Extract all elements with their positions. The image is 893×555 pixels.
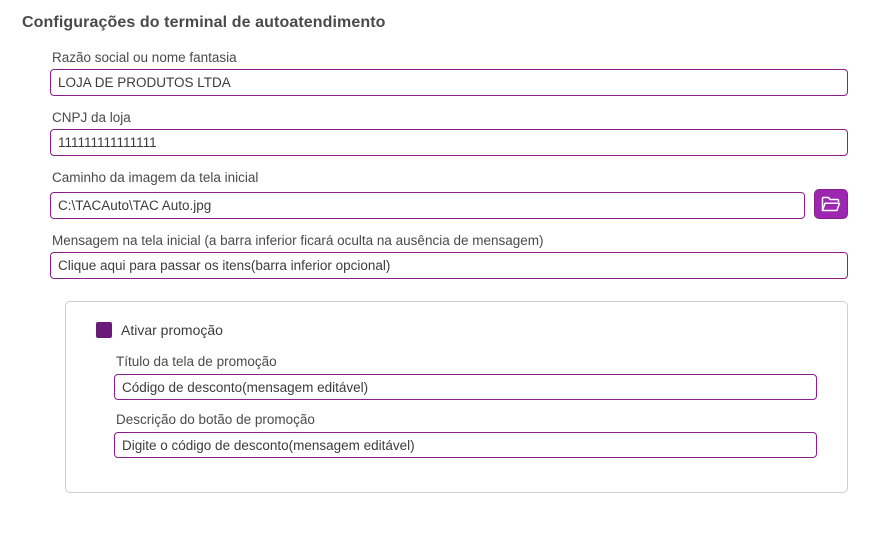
field-image-path bbox=[50, 170, 873, 219]
promotion-title-label: Título da tela de promoção bbox=[116, 354, 277, 369]
promotion-button-description-input[interactable] bbox=[114, 432, 817, 458]
image-path-label: Caminho da imagem da tela inicial bbox=[52, 170, 259, 185]
start-message-input[interactable] bbox=[50, 252, 848, 279]
image-path-input[interactable] bbox=[50, 192, 805, 219]
promotion-button-description-label: Descrição do botão de promoção bbox=[116, 412, 315, 427]
start-message-label: Mensagem na tela inicial (a barra inferior ficará oculta na ausência de mensagem) bbox=[52, 233, 544, 248]
image-path-row bbox=[50, 189, 848, 219]
promotion-title-input[interactable] bbox=[114, 374, 817, 400]
field-promotion-title bbox=[114, 354, 829, 400]
enable-promotion-label: Ativar promoção bbox=[121, 322, 223, 338]
field-company-name bbox=[50, 50, 873, 96]
field-promotion-button-description bbox=[114, 412, 829, 458]
field-start-message bbox=[50, 233, 873, 279]
company-name-input[interactable] bbox=[50, 69, 848, 96]
page-title: Configurações do terminal de autoatendimento bbox=[22, 14, 386, 31]
cnpj-input[interactable] bbox=[50, 129, 848, 156]
field-cnpj bbox=[50, 110, 873, 156]
promotion-panel bbox=[65, 301, 848, 493]
cnpj-label: CNPJ da loja bbox=[52, 110, 131, 125]
browse-image-button[interactable] bbox=[814, 189, 848, 219]
enable-promotion-row[interactable] bbox=[96, 322, 829, 338]
company-name-label: Razão social ou nome fantasia bbox=[52, 50, 237, 65]
folder-open-icon bbox=[821, 196, 841, 213]
enable-promotion-checkbox[interactable] bbox=[96, 322, 112, 338]
